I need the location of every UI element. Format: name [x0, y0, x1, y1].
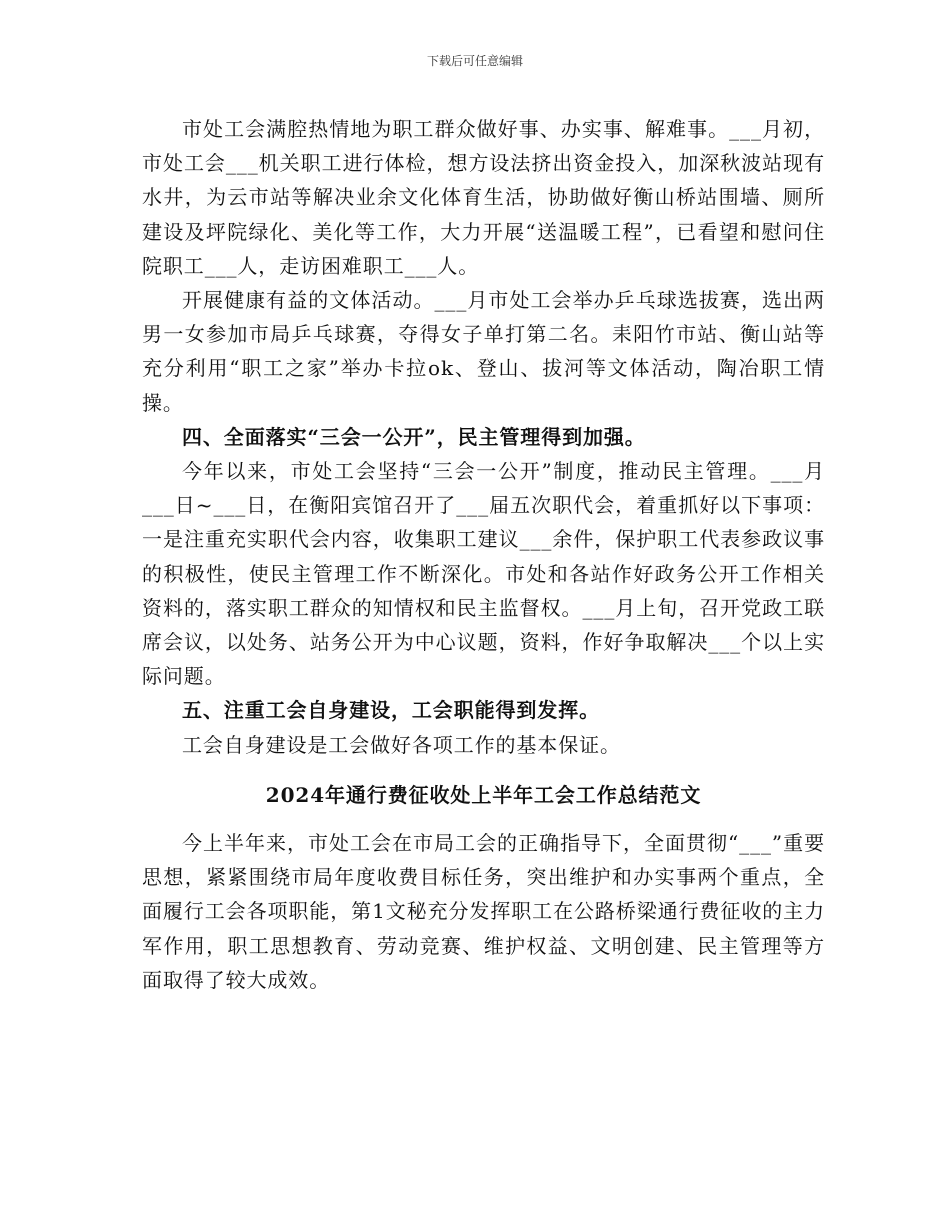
document-body	[142, 112, 825, 997]
paragraph-democratic-management: 今年以来，市处工会坚持“三会一公开”制度，推动民主管理。___月___日~___日，在衡阳宾馆召开了___届五次职代会，着重抓好以下事项：一是注重充实职代会内容，收集职工建议___余件，保护职工代表参政议事的积极性，使民主管理工作不断深化。市处和各站作好政务公开工作相关资料的，落实职工群众的知情权和民主监督权。___月上旬，召开党政工联席会议，以处务、站务公开为中心议题，资料，作好争取解决___个以上实际问题。	[142, 459, 825, 689]
section-heading-5: 五、注重工会自身建设，工会职能得到发挥。	[182, 698, 600, 723]
paragraph-intro: 今上半年来，市处工会在市局工会的正确指导下，全面贯彻“___”重要思想，紧紧围绕市局年度收费目标任务，突出维护和办实事两个重点，全面履行工会各项职能，第1文秘充分发挥职工在公路桥梁通行费征收的主力军作用，职工思想教育、劳动竞赛、维护权益、文明创建、民主管理等方面取得了较大成效。	[142, 831, 825, 992]
document-title: 2024年通行费征收处上半年工会工作总结范文	[265, 782, 702, 807]
paragraph-welfare: 市处工会满腔热情地为职工群众做好事、办实事、解难事。___月初，市处工会___机关职工进行体检，想方设法挤出资金投入，加深秋波站现有水井，为云市站等解决业余文化体育生活，协助做好衡山桥站围墙、厕所建设及坪院绿化、美化等工作，大力开展“送温暖工程”，已看望和慰问住院职工___人，走访困难职工___人。	[142, 117, 825, 278]
section-heading-4: 四、全面落实“三会一公开”，民主管理得到加强。	[182, 424, 646, 449]
page-header-note: 下载后可任意编辑	[426, 54, 523, 68]
paragraph-sports: 开展健康有益的文体活动。___月市处工会举办乒乓球选拔赛，选出两男一女参加市局乒乓球赛，夺得女子单打第二名。耒阳竹市站、衡山站等充分利用“职工之家”举办卡拉ok、登山、拔河等文体活动，陶冶职工情操。	[142, 288, 825, 415]
paragraph-self-building: 工会自身建设是工会做好各项工作的基本保证。	[182, 732, 621, 757]
